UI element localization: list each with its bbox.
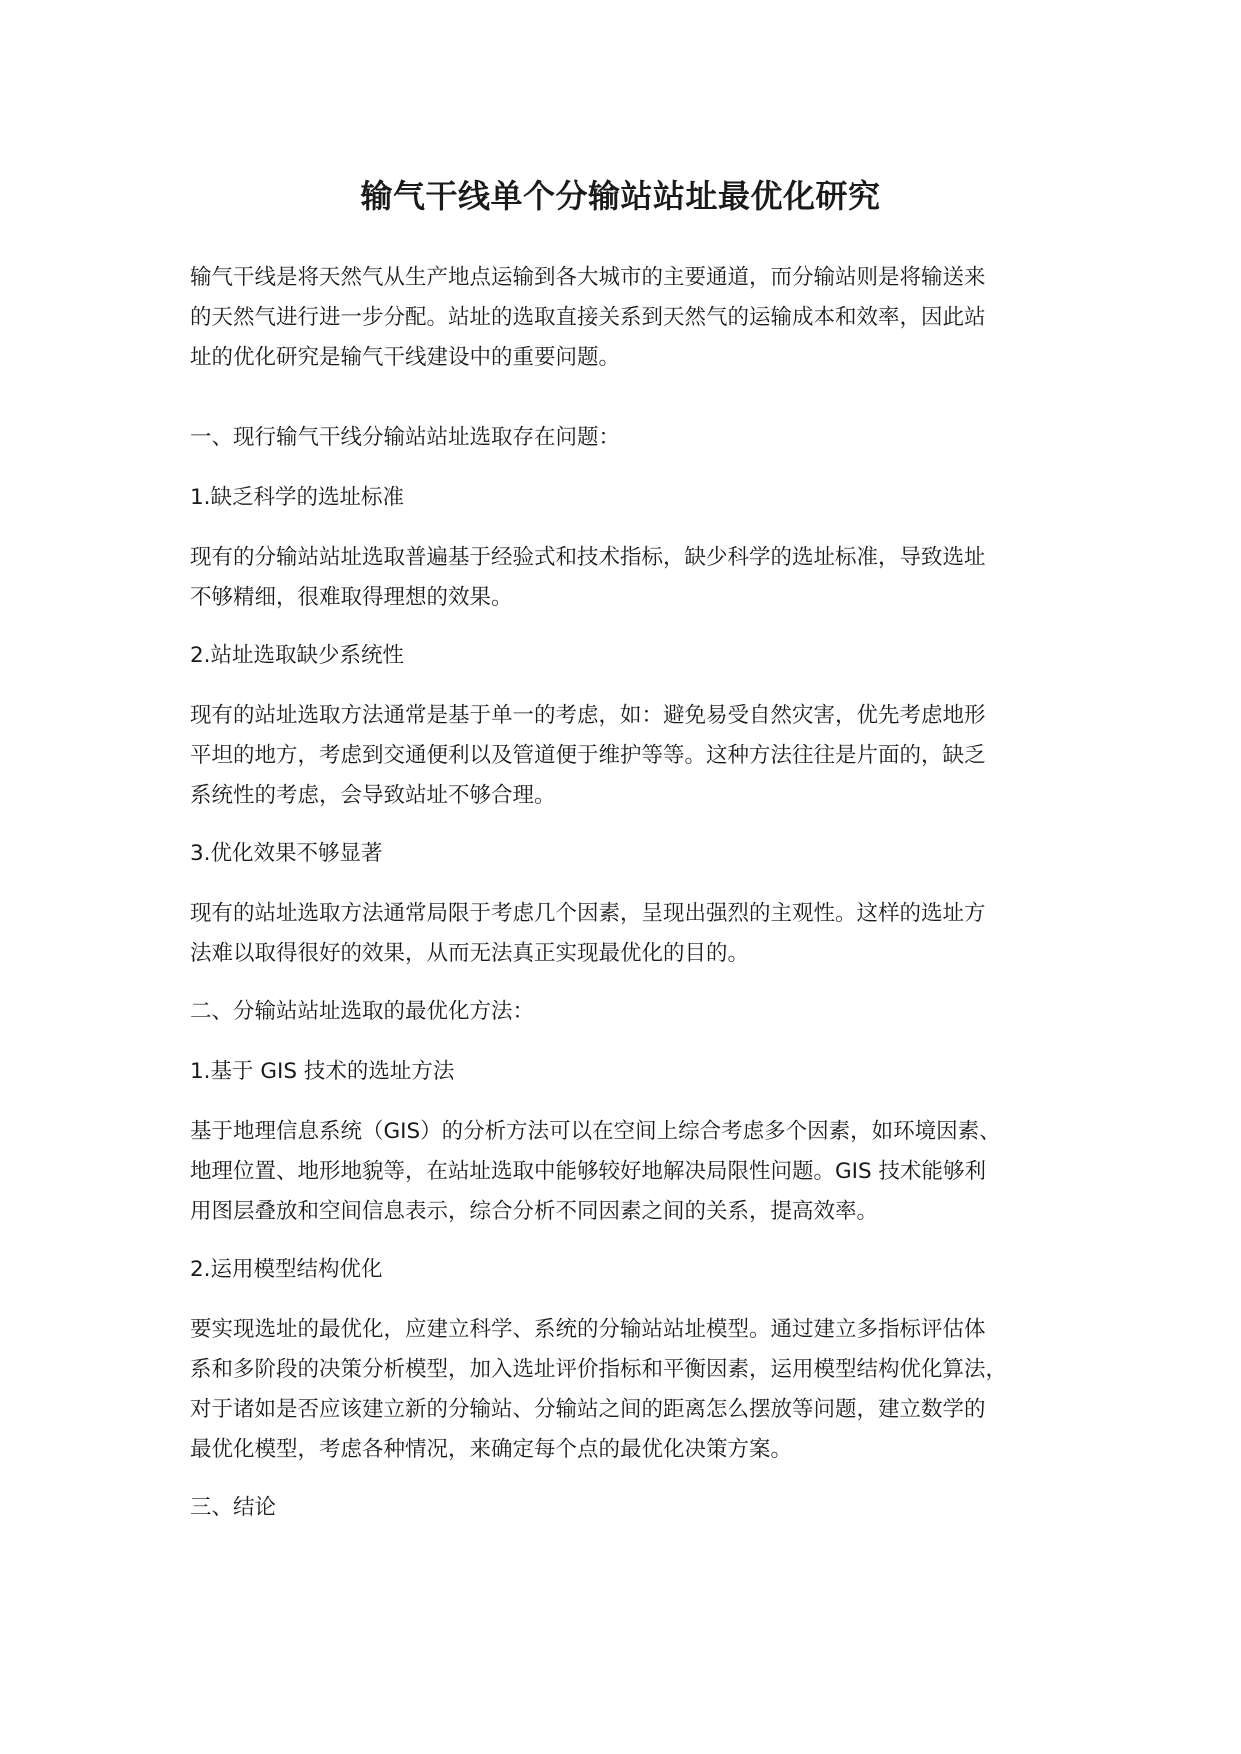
subheading-1-2 — [190, 636, 1070, 676]
text-line: 现有的站址选取方法通常是基于单一的考虑，如：避免易受自然灾害，优先考虑地形 — [190, 703, 986, 728]
subheading-1-1 — [190, 478, 1070, 518]
paragraph-2-2 — [190, 1310, 1070, 1470]
paragraph-1-1 — [190, 538, 1070, 618]
text-line: 地理位置、地形地貌等，在站址选取中能够较好地解决局限性问题。GIS 技术能够利 — [190, 1159, 986, 1184]
text-line: 2.运用模型结构优化 — [190, 1257, 383, 1282]
text-line: 三、结论 — [190, 1495, 277, 1520]
paragraph-1-2 — [190, 696, 1070, 816]
text-line: 输气干线是将天然气从生产地点运输到各大城市的主要通道，而分输站则是将输送来 — [190, 265, 986, 290]
text-line: 用图层叠放和空间信息表示，综合分析不同因素之间的关系，提高效率。 — [190, 1199, 879, 1224]
intro-paragraph — [190, 258, 1070, 378]
text-line: 3.优化效果不够显著 — [190, 841, 383, 866]
text-line: 的天然气进行进一步分配。站址的选取直接关系到天然气的运输成本和效率，因此站 — [190, 305, 986, 330]
text-line: 要实现选址的最优化，应建立科学、系统的分输站站址模型。通过建立多指标评估体 — [190, 1317, 986, 1342]
text-line: 基于地理信息系统（GIS）的分析方法可以在空间上综合考虑多个因素，如环境因素、 — [190, 1119, 1001, 1144]
text-line: 二、分输站站址选取的最优化方法： — [190, 999, 535, 1024]
text-line: 2.站址选取缺少系统性 — [190, 643, 405, 668]
paragraph-2-1 — [190, 1112, 1070, 1232]
document-title: 输气干线单个分输站站址最优化研究 — [360, 177, 881, 215]
text-line: 系和多阶段的决策分析模型，加入选址评价指标和平衡因素，运用模型结构优化算法， — [190, 1357, 1008, 1382]
text-line: 对于诸如是否应该建立新的分输站、分输站之间的距离怎么摆放等问题，建立数学的 — [190, 1397, 986, 1422]
text-line: 一、现行输气干线分输站站址选取存在问题： — [190, 425, 621, 450]
paragraph-1-3 — [190, 894, 1070, 974]
text-line: 最优化模型，考虑各种情况，来确定每个点的最优化决策方案。 — [190, 1437, 793, 1462]
subheading-2-2 — [190, 1250, 1070, 1290]
text-line: 法难以取得很好的效果，从而无法真正实现最优化的目的。 — [190, 941, 750, 966]
section-heading-3 — [190, 1488, 1070, 1528]
text-line: 现有的站址选取方法通常局限于考虑几个因素，呈现出强烈的主观性。这样的选址方 — [190, 901, 986, 926]
text-line: 址的优化研究是输气干线建设中的重要问题。 — [190, 345, 621, 370]
text-line: 平坦的地方，考虑到交通便利以及管道便于维护等等。这种方法往往是片面的，缺乏 — [190, 743, 986, 768]
text-line: 系统性的考虑，会导致站址不够合理。 — [190, 783, 556, 808]
text-line: 1.基于 GIS 技术的选址方法 — [190, 1059, 455, 1084]
subheading-2-1 — [190, 1052, 1070, 1092]
section-heading-1 — [190, 418, 1070, 458]
text-line: 现有的分输站站址选取普遍基于经验式和技术指标，缺少科学的选址标准，导致选址 — [190, 545, 986, 570]
subheading-1-3 — [190, 834, 1070, 874]
text-line: 1.缺乏科学的选址标准 — [190, 485, 405, 510]
section-heading-2 — [190, 992, 1070, 1032]
text-line: 不够精细，很难取得理想的效果。 — [190, 585, 513, 610]
